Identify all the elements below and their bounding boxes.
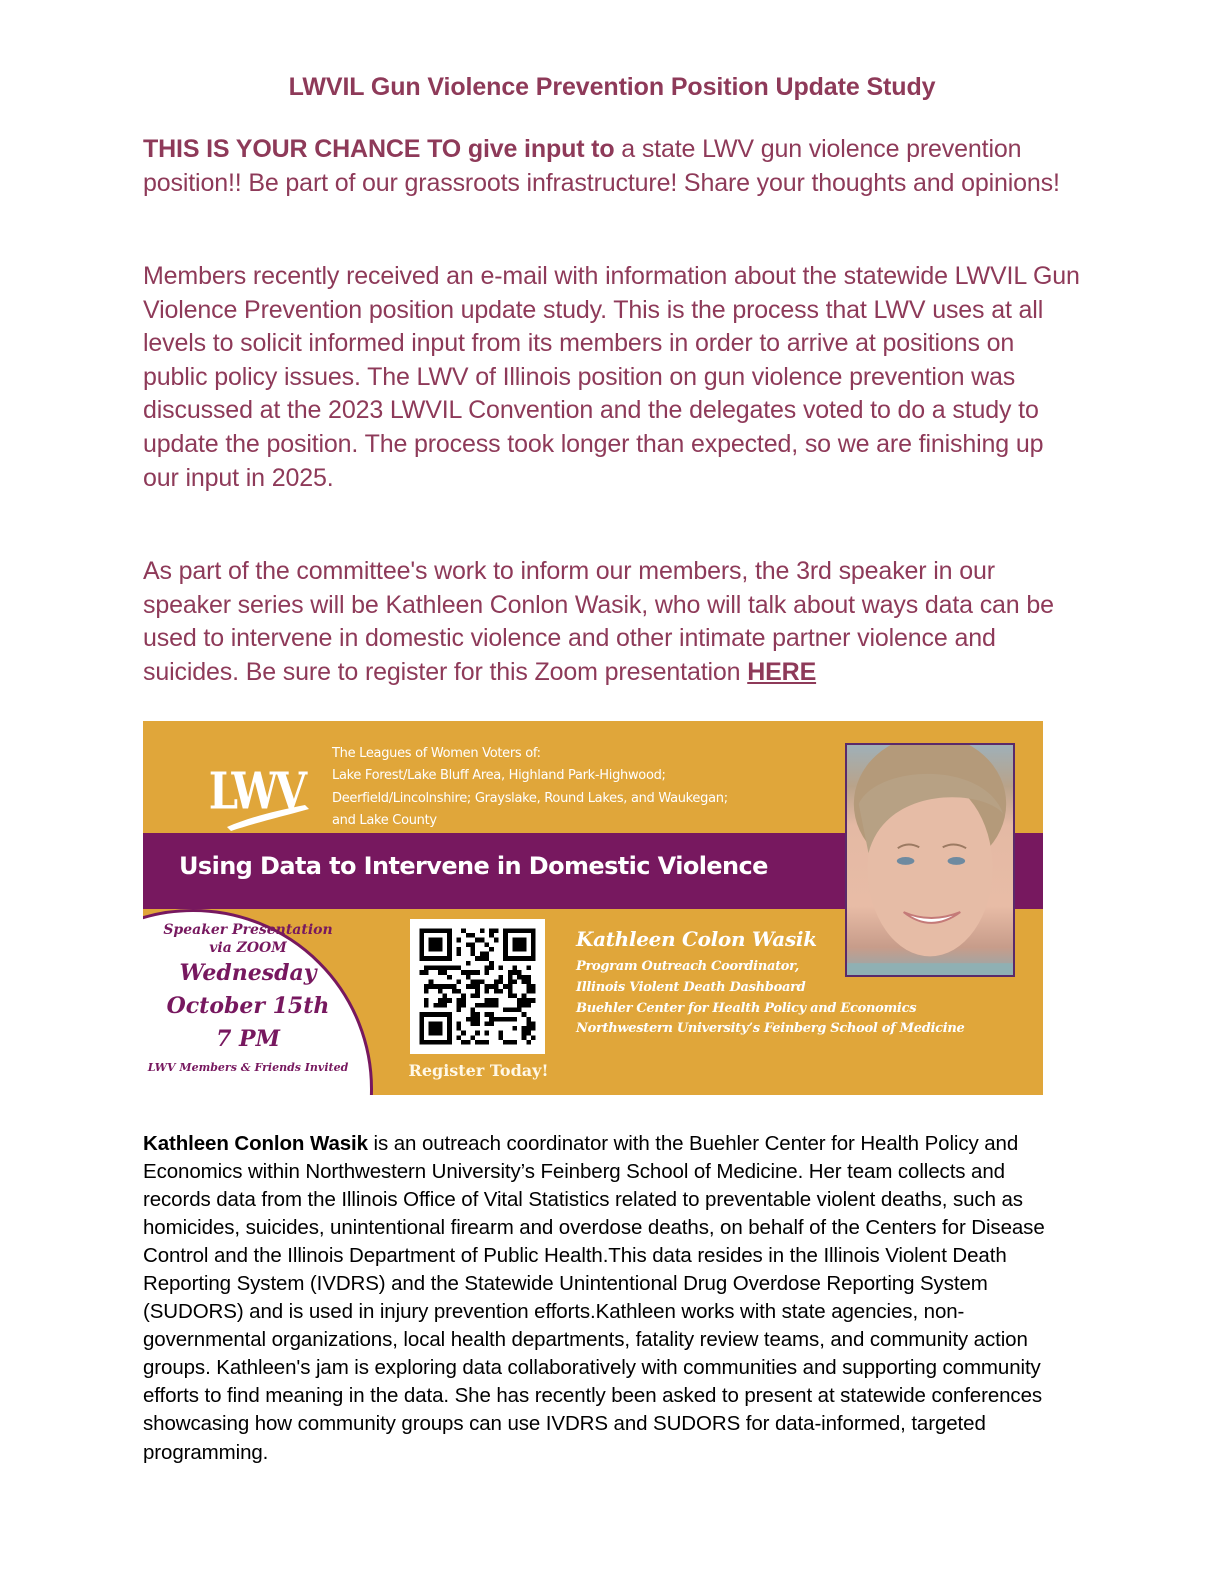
qr-module: [480, 1040, 485, 1045]
qr-module: [466, 970, 471, 975]
qr-module: [480, 938, 485, 943]
qr-module: [512, 1007, 517, 1012]
qr-module: [438, 984, 443, 989]
qr-module: [522, 1031, 527, 1036]
qr-module: [475, 970, 480, 975]
qr-module: [457, 966, 462, 971]
qr-module: [489, 1017, 494, 1022]
qr-module: [471, 942, 476, 947]
qr-module: [480, 928, 485, 933]
qr-module: [466, 984, 471, 989]
qr-module: [466, 942, 471, 947]
qr-module: [471, 933, 476, 938]
qr-module: [484, 984, 489, 989]
qr-module: [480, 952, 485, 957]
qr-module: [508, 984, 513, 989]
qr-module: [512, 966, 517, 971]
register-here-link[interactable]: HERE: [747, 657, 817, 686]
qr-module: [484, 1012, 489, 1017]
qr-module: [526, 975, 531, 980]
event-date: October 15th: [166, 993, 330, 1019]
qr-module: [494, 1003, 499, 1008]
qr-module: [489, 947, 494, 952]
qr-module: [433, 966, 438, 971]
qr-module: [517, 1003, 522, 1008]
qr-module: [489, 1003, 494, 1008]
qr-module: [489, 984, 494, 989]
qr-module: [489, 961, 494, 966]
qr-module: [443, 984, 448, 989]
bio-text: is an outreach coordinator with the Buehler Center for Health Policy and Economics within Northwestern University’s Feinberg School of Medicine. Her team collects and records data from the Illinois Office of Vital Statistics related to preventable violent deaths, such as homicides, suicides, unintentional firearm and overdose deaths, on behalf of the Centers for Disease Control and the Illinois Department of Public Health.This data resides in the Illinois Violent Death Reporting System (IVDRS) and the Statewide Unintentional Drug Overdose Reporting System (SUDORS) and is used in injury prevention efforts.Kathleen works with state agencies, non-governmental organizations, local health departments, fatality review teams, and community action groups. Kathleen's jam is exploring data collaboratively with communities and supporting community efforts to find meaning in the data. She has recently been asked to present at statewide conferences showcasing how community groups can use IVDRS and SUDORS for data-informed, targeted programming.: [143, 1132, 1045, 1464]
qr-module: [452, 966, 457, 971]
qr-module: [526, 1026, 531, 1031]
qr-module: [508, 1040, 513, 1045]
photo-collar: [847, 963, 1013, 975]
qr-module: [484, 989, 489, 994]
qr-module: [489, 998, 494, 1003]
qr-module: [475, 993, 480, 998]
event-type: Speaker Presentation: [163, 922, 333, 938]
qr-module: [443, 993, 448, 998]
qr-module: [489, 933, 494, 938]
intro-bold: THIS IS YOUR CHANCE TO give input to: [143, 135, 615, 163]
qr-module: [531, 989, 536, 994]
qr-module: [484, 1040, 489, 1045]
qr-module: [429, 984, 434, 989]
qr-module: [447, 975, 452, 980]
speaker-bio: [143, 1130, 1073, 1467]
page-title: LWVIL Gun Violence Prevention Position Update Study: [288, 73, 936, 101]
qr-module: [526, 1017, 531, 1022]
qr-module: [526, 1021, 531, 1026]
qr-module: [429, 980, 434, 985]
qr-module: [457, 1003, 462, 1008]
register-today-label[interactable]: Register Today!: [408, 1061, 549, 1080]
qr-module: [457, 980, 462, 985]
qr-module: [438, 966, 443, 971]
qr-module: [494, 938, 499, 943]
photo-eye-left: [897, 857, 915, 865]
qr-module: [424, 966, 429, 971]
qr-module: [484, 970, 489, 975]
qr-module: [512, 1026, 517, 1031]
qr-module: [512, 993, 517, 998]
lwv-logo: [205, 751, 315, 831]
qr-module: [494, 980, 499, 985]
intro-paragraph: [143, 133, 1083, 200]
qr-module: [461, 970, 466, 975]
qr-module: [461, 1040, 466, 1045]
qr-module: [438, 970, 443, 975]
qr-module: [438, 989, 443, 994]
leagues-line: and Lake County: [332, 812, 437, 828]
qr-module: [419, 970, 424, 975]
event-day: Wednesday: [179, 960, 317, 986]
qr-module: [424, 998, 429, 1003]
photo-eye-right: [948, 857, 966, 865]
qr-module: [461, 1031, 466, 1036]
qr-module: [498, 966, 503, 971]
speaker-role: Illinois Violent Death Dashboard: [576, 979, 806, 995]
speaker-photo: [845, 743, 1015, 977]
bio-name: Kathleen Conlon Wasik: [143, 1132, 368, 1155]
qr-module: [443, 998, 448, 1003]
qr-module: [494, 984, 499, 989]
qr-module: [494, 998, 499, 1003]
qr-module: [471, 984, 476, 989]
qr-module: [531, 1035, 536, 1040]
qr-module: [512, 980, 517, 985]
qr-module: [522, 1035, 527, 1040]
qr-module: [508, 993, 513, 998]
event-platform: via ZOOM: [209, 940, 287, 956]
qr-module: [508, 975, 513, 980]
qr-module: [494, 989, 499, 994]
qr-module: [457, 952, 462, 957]
qr-module: [475, 1021, 480, 1026]
qr-module: [433, 984, 438, 989]
qr-module: [471, 1007, 476, 1012]
qr-module: [522, 1012, 527, 1017]
qr-module: [489, 1012, 494, 1017]
qr-module: [475, 938, 480, 943]
qr-module: [424, 1003, 429, 1008]
qr-module: [480, 980, 485, 985]
qr-module: [452, 989, 457, 994]
qr-code[interactable]: [410, 919, 545, 1054]
qr-module: [522, 1026, 527, 1031]
qr-module: [484, 956, 489, 961]
qr-module: [522, 998, 527, 1003]
qr-module: [461, 993, 466, 998]
qr-module: [461, 998, 466, 1003]
qr-module: [517, 998, 522, 1003]
qr-module: [475, 956, 480, 961]
leagues-list: [332, 743, 728, 832]
qr-module: [457, 998, 462, 1003]
qr-module: [489, 966, 494, 971]
qr-module: [424, 989, 429, 994]
qr-module: [484, 1003, 489, 1008]
leagues-line: The Leagues of Women Voters of:: [332, 746, 541, 761]
qr-module: [522, 980, 527, 985]
event-details: [143, 921, 353, 1077]
qr-module: [471, 980, 476, 985]
qr-module: [471, 952, 476, 957]
qr-module: [508, 989, 513, 994]
qr-module: [461, 1003, 466, 1008]
qr-module: [489, 928, 494, 933]
leagues-line: Deerfield/Lincolnshire; Grayslake, Round Lakes, and Waukegan;: [332, 790, 728, 806]
qr-module: [522, 1003, 527, 1008]
qr-module: [484, 966, 489, 971]
qr-module: [484, 1021, 489, 1026]
qr-module: [503, 1007, 508, 1012]
qr-module: [443, 966, 448, 971]
qr-module: [475, 984, 480, 989]
qr-module: [526, 1031, 531, 1036]
qr-module: [484, 1031, 489, 1036]
qr-module: [498, 1035, 503, 1040]
intro-text: a state LWV gun violence prevention position!! Be part of our grassroots infrastructure! Share your thoughts and opinions!: [143, 135, 1060, 197]
speaker-name: Kathleen Colon Wasik: [576, 927, 817, 951]
qr-module: [471, 970, 476, 975]
qr-module: [498, 1017, 503, 1022]
qr-module: [475, 1040, 480, 1045]
event-audience: LWV Members & Friends Invited: [147, 1061, 349, 1074]
qr-module: [471, 1012, 476, 1017]
qr-module: [512, 970, 517, 975]
qr-module: [498, 989, 503, 994]
qr-module: [429, 1021, 443, 1035]
qr-module: [508, 1017, 513, 1022]
qr-module: [438, 998, 443, 1003]
qr-module: [480, 956, 485, 961]
qr-module: [526, 989, 531, 994]
qr-module: [517, 970, 522, 975]
qr-module: [447, 984, 452, 989]
qr-module: [526, 1040, 531, 1045]
lwv-logo-text: LWV: [208, 760, 304, 821]
qr-module: [471, 1021, 476, 1026]
qr-module: [522, 975, 527, 980]
qr-module: [457, 947, 462, 952]
qr-module: [531, 984, 536, 989]
qr-module: [484, 952, 489, 957]
qr-module: [498, 980, 503, 985]
qr-module: [526, 984, 531, 989]
qr-module: [461, 928, 466, 933]
qr-module: [526, 966, 531, 971]
qr-module: [466, 975, 471, 980]
qr-module: [457, 1035, 462, 1040]
qr-module: [498, 975, 503, 980]
qr-module: [526, 998, 531, 1003]
qr-module: [457, 1026, 462, 1031]
qr-module: [531, 1021, 536, 1026]
qr-module: [471, 1035, 476, 1040]
qr-module: [429, 938, 443, 952]
qr-module: [512, 1040, 517, 1045]
qr-module: [484, 998, 489, 1003]
qr-module: [517, 975, 522, 980]
qr-module: [512, 938, 526, 952]
speaker-paragraph: [143, 555, 1083, 689]
qr-module: [531, 998, 536, 1003]
qr-module: [471, 947, 476, 952]
qr-module: [503, 984, 508, 989]
qr-module: [498, 1031, 503, 1036]
speaker-role: Buehler Center for Health Policy and Economics: [576, 1000, 917, 1016]
qr-module: [457, 1021, 462, 1026]
qr-module: [475, 1003, 480, 1008]
qr-module: [508, 1007, 513, 1012]
qr-module: [512, 1017, 517, 1022]
qr-module: [457, 989, 462, 994]
qr-module: [447, 966, 452, 971]
qr-module: [494, 928, 499, 933]
qr-module: [466, 1017, 471, 1022]
qr-module: [424, 970, 429, 975]
qr-module: [508, 970, 513, 975]
qr-module: [447, 998, 452, 1003]
qr-module: [457, 1007, 462, 1012]
qr-module: [471, 1017, 476, 1022]
qr-module: [522, 993, 527, 998]
banner-headline: Using Data to Intervene in Domestic Violence: [179, 852, 768, 880]
event-banner: [143, 721, 1043, 1095]
qr-module: [494, 1017, 499, 1022]
qr-module: [466, 1040, 471, 1045]
qr-module: [466, 961, 471, 966]
qr-module: [475, 1031, 480, 1036]
qr-module: [484, 942, 489, 947]
leagues-line: Lake Forest/Lake Bluff Area, Highland Park-Highwood;: [332, 768, 666, 784]
qr-module: [471, 993, 476, 998]
qr-module: [517, 1007, 522, 1012]
speaker-role: Program Outreach Coordinator,: [576, 959, 800, 974]
qr-module: [526, 1003, 531, 1008]
qr-module: [475, 1012, 480, 1017]
qr-module: [489, 1021, 494, 1026]
qr-module: [503, 1017, 508, 1022]
qr-module: [475, 989, 480, 994]
qr-module: [429, 966, 434, 971]
qr-module: [503, 1040, 508, 1045]
qr-module: [475, 980, 480, 985]
qr-module: [531, 1026, 536, 1031]
qr-module: [443, 970, 448, 975]
qr-module: [475, 1017, 480, 1022]
qr-module: [508, 980, 513, 985]
speaker-paragraph-text: As part of the committee's work to inform our members, the 3rd speaker in our speaker series will be Kathleen Conlon Wasik, who will talk about ways data can be used to intervene in domestic violence and other intimate partner violence and suicides. Be sure to register for this Zoom presentation: [143, 557, 1054, 686]
speaker-role: Northwestern University’s Feinberg School of Medicine: [576, 1021, 965, 1037]
qr-module: [452, 984, 457, 989]
qr-module: [466, 933, 471, 938]
qr-module: [526, 980, 531, 985]
qr-module: [438, 1003, 443, 1008]
qr-module: [457, 938, 462, 943]
qr-module: [443, 1003, 448, 1008]
qr-module: [424, 984, 429, 989]
event-time: 7 PM: [216, 1026, 280, 1052]
qr-module: [433, 1003, 438, 1008]
qr-module: [480, 1003, 485, 1008]
study-paragraph: Members recently received an e-mail with information about the statewide LWVIL Gun Violence Prevention position update study. This is the process that LWV uses at all levels to solicit informed input from its members in order to arrive at positions on public policy issues. The LWV of Illinois position on gun violence prevention was discussed at the 2023 LWVIL Convention and the delegates voted to do a study to update the position. The process took longer than expected, so we are finishing up our input in 2025.: [143, 262, 1080, 492]
